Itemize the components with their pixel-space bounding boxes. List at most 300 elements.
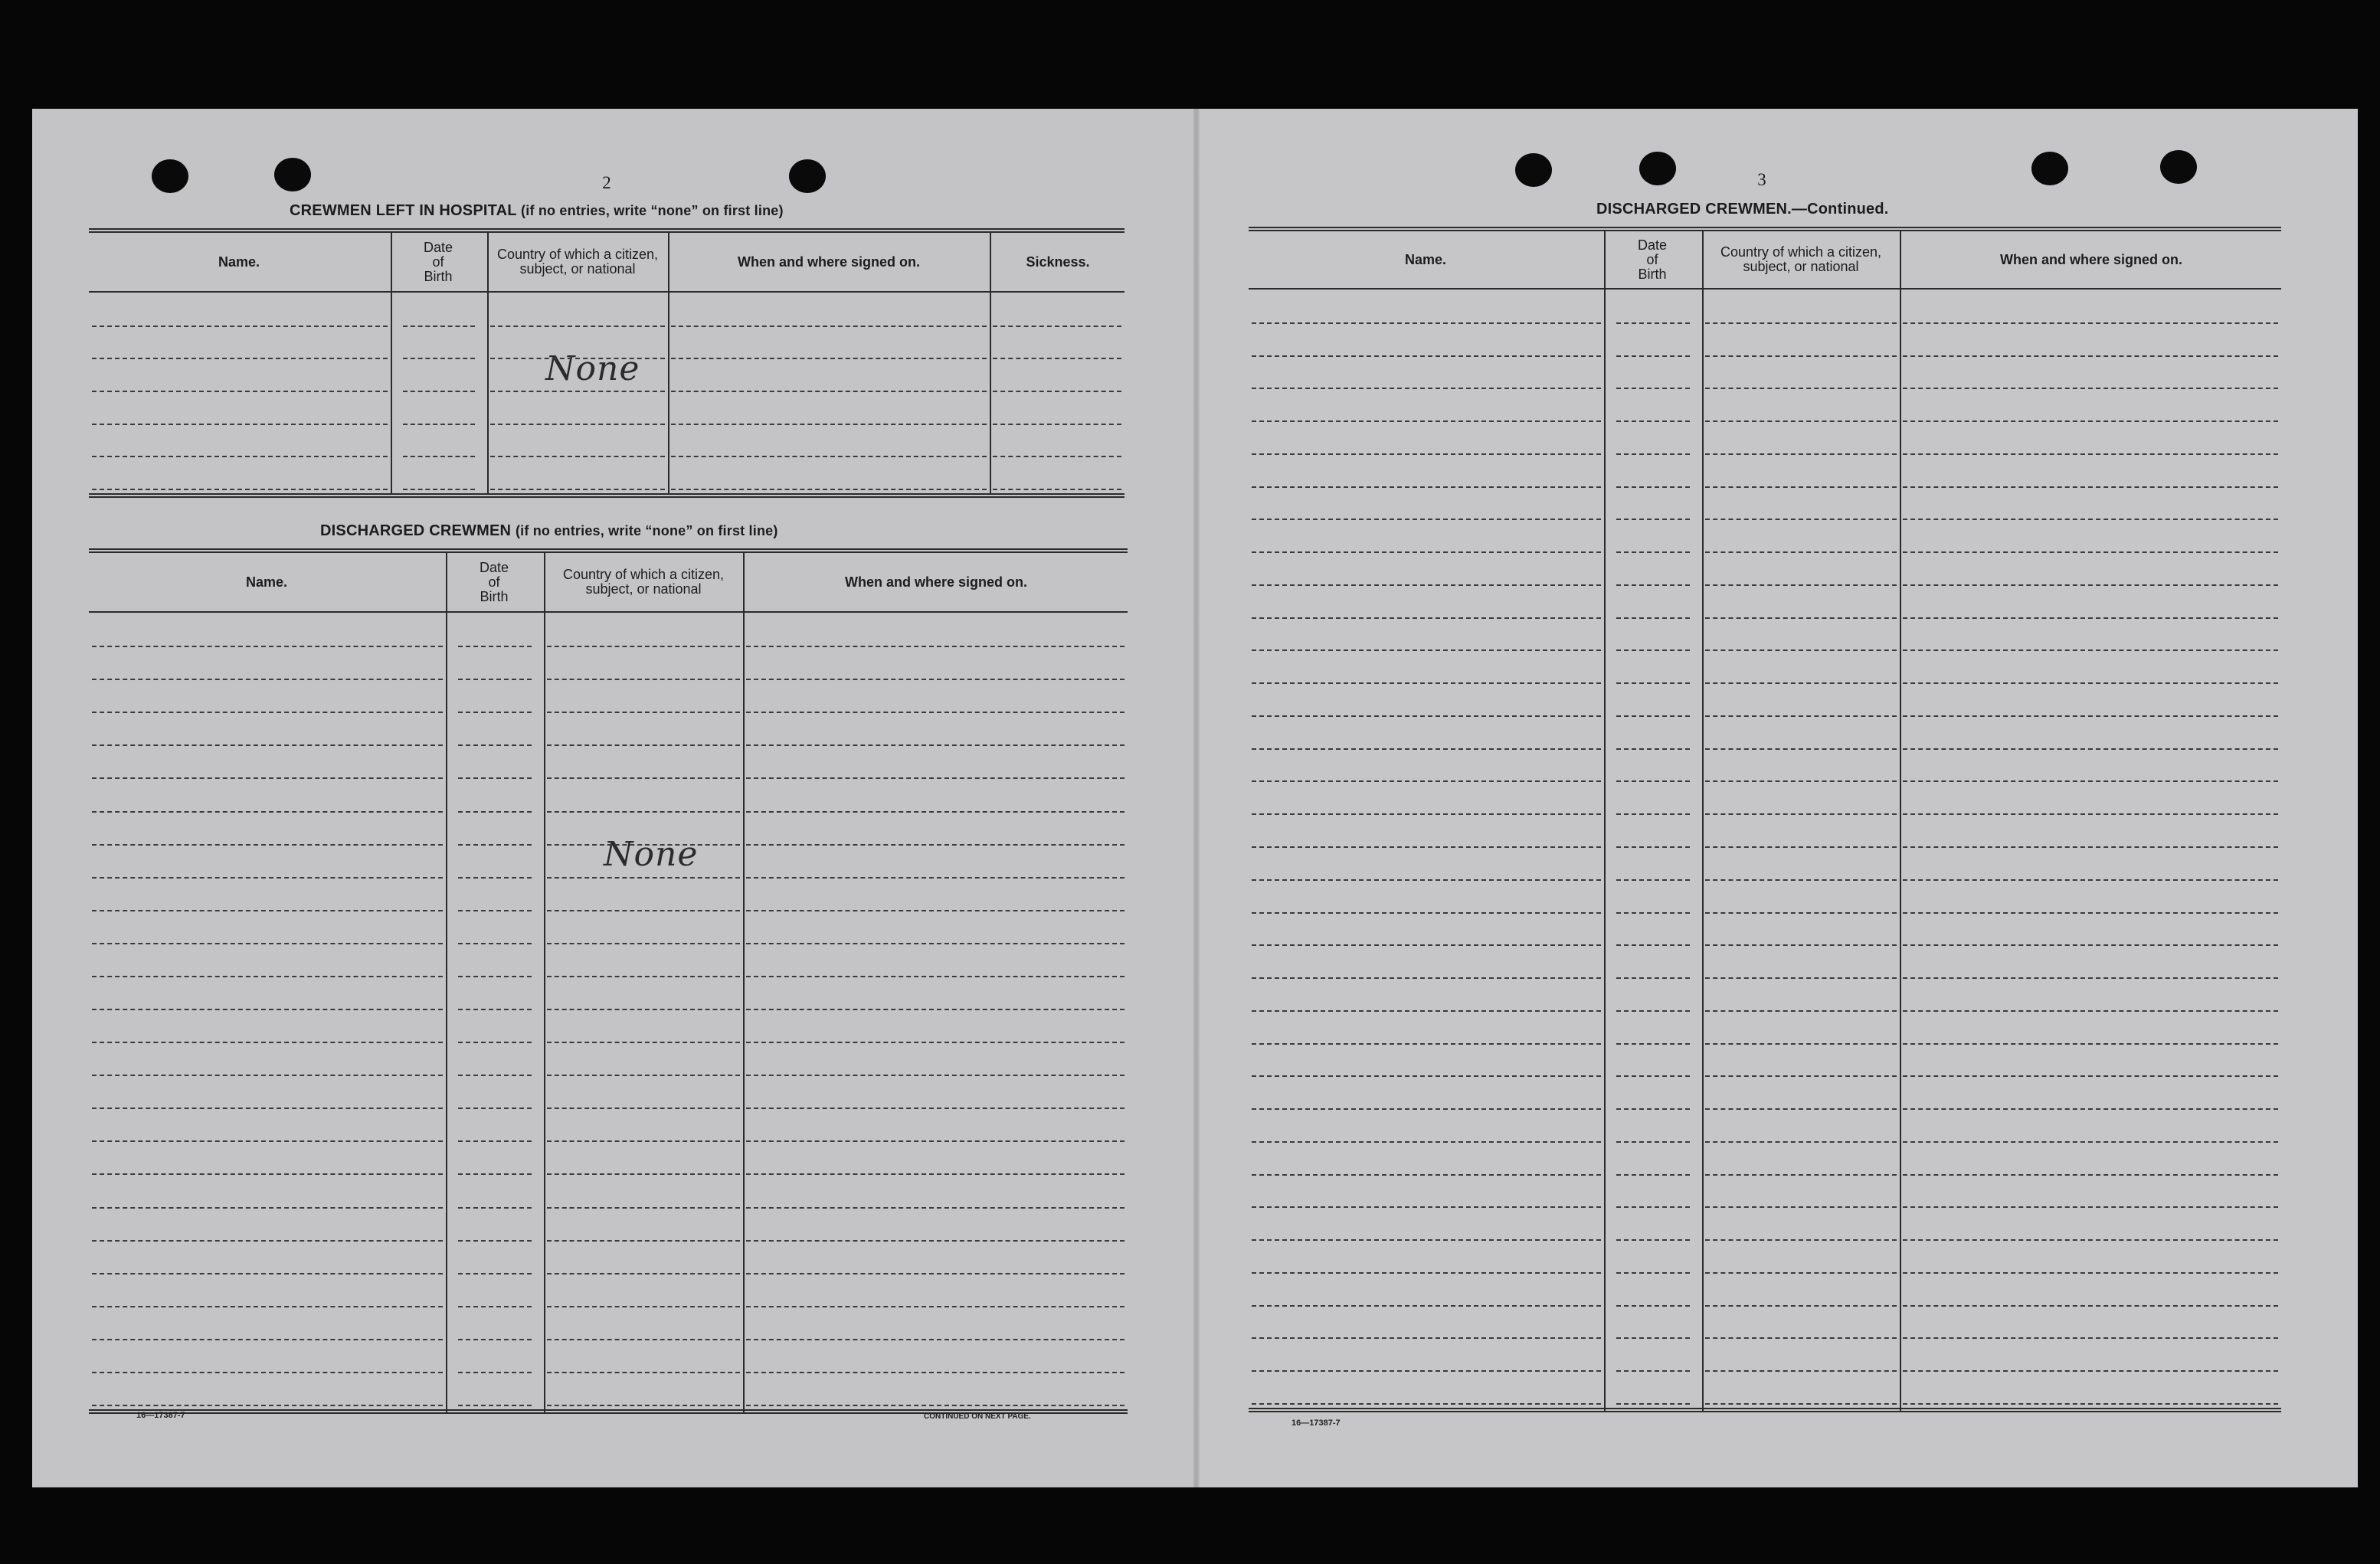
ruled-line: [547, 712, 740, 713]
ruled-line: [1252, 682, 1601, 684]
ruled-line: [92, 811, 443, 813]
ruled-line: [547, 1108, 740, 1109]
ruled-line: [1616, 1010, 1690, 1012]
ruled-line: [1616, 977, 1690, 979]
hospital-title-bold: CREWMEN LEFT IN HOSPITAL: [290, 202, 517, 219]
ruled-line: [1705, 944, 1897, 946]
ruled-line: [1903, 1174, 2278, 1176]
ruled-line: [1705, 1206, 1897, 1208]
ruled-line: [547, 646, 740, 647]
column-divider: [990, 231, 991, 495]
ruled-line: [993, 358, 1121, 359]
ruled-line: [1252, 649, 1601, 651]
punch-hole: [1515, 153, 1552, 187]
col-header-date-of-birth: Date of Birth: [479, 559, 509, 604]
ruled-line: [746, 1140, 1125, 1142]
ruled-line: [1903, 748, 2278, 750]
ruled-line: [746, 811, 1125, 813]
ruled-line: [746, 1108, 1125, 1109]
ruled-line: [1705, 1075, 1897, 1077]
ruled-line: [458, 844, 532, 846]
ruled-line: [1705, 879, 1897, 881]
ruled-line: [1616, 551, 1690, 553]
ruled-line: [1705, 322, 1897, 324]
punch-hole: [274, 158, 311, 191]
ruled-line: [458, 1405, 532, 1406]
ruled-line: [92, 1173, 443, 1175]
ruled-line: [92, 910, 443, 911]
ruled-line: [547, 811, 740, 813]
ruled-line: [547, 1306, 740, 1307]
discharged-continued-table: [1249, 227, 2281, 1414]
ruled-line: [1252, 584, 1601, 586]
punch-hole: [2160, 150, 2197, 184]
ruled-line: [1252, 1403, 1601, 1405]
ruled-line: [1616, 584, 1690, 586]
ruled-line: [1252, 322, 1601, 324]
column-divider: [446, 551, 447, 1412]
punch-hole: [1639, 152, 1676, 185]
ruled-line: [1616, 846, 1690, 848]
ruled-line: [92, 424, 388, 425]
column-divider: [668, 231, 669, 495]
ruled-line: [746, 679, 1125, 680]
ruled-line: [458, 777, 532, 779]
header-rule: [89, 611, 1128, 613]
ruled-line: [1252, 551, 1601, 553]
ruled-line: [1903, 519, 2278, 520]
ruled-line: [1616, 780, 1690, 782]
hospital-title-note: (if no entries, write “none” on first line): [521, 203, 784, 218]
ruled-line: [547, 1173, 740, 1175]
ruled-line: [746, 1009, 1125, 1010]
ruled-line: [458, 1075, 532, 1076]
column-divider: [1604, 230, 1606, 1411]
ruled-line: [1705, 420, 1897, 422]
ruled-line: [490, 358, 665, 359]
ruled-line: [92, 679, 443, 680]
ruled-line: [1252, 420, 1601, 422]
page-number-left: 2: [602, 173, 611, 192]
table-bottom-rule: [1249, 1408, 2281, 1412]
ruled-line: [1705, 1239, 1897, 1241]
punch-hole: [2031, 152, 2068, 185]
ruled-line: [671, 489, 987, 490]
ruled-line: [1705, 1141, 1897, 1143]
ruled-line: [1252, 715, 1601, 717]
column-divider: [544, 551, 545, 1412]
ruled-line: [92, 391, 388, 392]
ruled-line: [1705, 1272, 1897, 1274]
ruled-line: [746, 712, 1125, 713]
ruled-line: [490, 424, 665, 425]
ruled-line: [1252, 846, 1601, 848]
ruled-line: [1903, 617, 2278, 619]
ruled-line: [746, 777, 1125, 779]
ruled-line: [1705, 388, 1897, 389]
ruled-line: [547, 1140, 740, 1142]
ruled-line: [1252, 977, 1601, 979]
ruled-line: [458, 712, 532, 713]
ruled-line: [1705, 1108, 1897, 1110]
ruled-line: [1252, 355, 1601, 357]
ruled-line: [1903, 1305, 2278, 1307]
ruled-line: [92, 1405, 443, 1406]
ruled-line: [547, 1207, 740, 1209]
ruled-line: [458, 679, 532, 680]
ruled-line: [1252, 912, 1601, 914]
ruled-line: [1252, 780, 1601, 782]
ruled-line: [490, 456, 665, 457]
ruled-line: [92, 877, 443, 879]
ruled-line: [1616, 1141, 1690, 1143]
ruled-line: [92, 1306, 443, 1307]
ruled-line: [1616, 453, 1690, 455]
ruled-line: [746, 744, 1125, 746]
header-rule: [1249, 288, 2281, 290]
ruled-line: [1616, 355, 1690, 357]
ruled-line: [1252, 486, 1601, 488]
ruled-line: [1903, 1403, 2278, 1405]
ruled-line: [1252, 1370, 1601, 1372]
ruled-line: [458, 1273, 532, 1274]
ruled-line: [746, 844, 1125, 846]
ruled-line: [92, 1273, 443, 1274]
handwritten-none: None: [604, 835, 699, 874]
ruled-line: [1616, 944, 1690, 946]
ruled-line: [1705, 1174, 1897, 1176]
ruled-line: [1616, 879, 1690, 881]
ruled-line: [1705, 551, 1897, 553]
ruled-line: [490, 489, 665, 490]
ruled-line: [1903, 551, 2278, 553]
ruled-line: [92, 326, 388, 327]
ruled-line: [458, 1306, 532, 1307]
ruled-line: [1903, 649, 2278, 651]
ruled-line: [1903, 453, 2278, 455]
ruled-line: [92, 1140, 443, 1142]
ruled-line: [458, 1240, 532, 1242]
ruled-line: [1616, 1043, 1690, 1045]
col-header-sickness: Sickness.: [1026, 254, 1090, 270]
ruled-line: [1616, 682, 1690, 684]
column-divider: [1702, 230, 1704, 1411]
col-header-signed-on: When and where signed on.: [844, 574, 1028, 590]
ruled-line: [92, 1240, 443, 1242]
column-divider: [1900, 230, 1901, 1411]
ruled-line: [1903, 813, 2278, 815]
ruled-line: [1616, 617, 1690, 619]
ruled-line: [1252, 617, 1601, 619]
ruled-line: [1616, 1075, 1690, 1077]
ruled-line: [1705, 1305, 1897, 1307]
ruled-line: [92, 712, 443, 713]
punch-hole: [789, 159, 826, 193]
ruled-line: [1903, 1108, 2278, 1110]
ruled-line: [1903, 1141, 2278, 1143]
ruled-line: [547, 1372, 740, 1373]
ruled-line: [671, 358, 987, 359]
ruled-line: [746, 910, 1125, 911]
ruled-line: [1903, 322, 2278, 324]
ruled-line: [458, 1108, 532, 1109]
ruled-line: [92, 489, 388, 490]
hospital-table: [89, 228, 1125, 498]
ruled-line: [547, 1339, 740, 1340]
ruled-line: [1252, 1075, 1601, 1077]
ruled-line: [547, 777, 740, 779]
ruled-line: [1705, 1370, 1897, 1372]
ruled-line: [746, 1405, 1125, 1406]
ruled-line: [458, 1339, 532, 1340]
ruled-line: [1252, 1206, 1601, 1208]
ruled-line: [1705, 519, 1897, 520]
ruled-line: [92, 976, 443, 977]
ruled-line: [403, 358, 475, 359]
ruled-line: [993, 489, 1121, 490]
column-divider: [743, 551, 745, 1412]
ruled-line: [458, 976, 532, 977]
ruled-line: [92, 1108, 443, 1109]
ruled-line: [1903, 486, 2278, 488]
ruled-line: [1903, 1010, 2278, 1012]
ruled-line: [1252, 1337, 1601, 1339]
ruled-line: [458, 811, 532, 813]
ruled-line: [547, 1240, 740, 1242]
ruled-line: [746, 877, 1125, 879]
ruled-line: [746, 1306, 1125, 1307]
ruled-line: [547, 1273, 740, 1274]
ruled-line: [1705, 715, 1897, 717]
column-divider: [391, 231, 392, 495]
ruled-line: [1252, 1010, 1601, 1012]
ruled-line: [671, 456, 987, 457]
ruled-line: [1252, 1239, 1601, 1241]
ruled-line: [92, 1339, 443, 1340]
ruled-line: [403, 456, 475, 457]
ruled-line: [92, 1372, 443, 1373]
ruled-line: [1903, 1043, 2278, 1045]
ruled-line: [458, 646, 532, 647]
ruled-line: [490, 391, 665, 392]
ruled-line: [458, 943, 532, 944]
ruled-line: [993, 424, 1121, 425]
ruled-line: [1252, 453, 1601, 455]
col-header-signed-on: When and where signed on.: [737, 254, 921, 270]
right-section-title: DISCHARGED CREWMEN.—Continued.: [1596, 201, 1889, 218]
ruled-line: [993, 456, 1121, 457]
col-header-date-of-birth: Date of Birth: [423, 239, 453, 284]
col-header-country: Country of which a citizen, subject, or national: [1720, 244, 1882, 274]
ruled-line: [458, 910, 532, 911]
handwritten-none: None: [545, 349, 640, 388]
ruled-line: [92, 1009, 443, 1010]
ruled-line: [547, 744, 740, 746]
ruled-line: [1616, 649, 1690, 651]
ruled-line: [1705, 748, 1897, 750]
ruled-line: [1903, 584, 2278, 586]
ruled-line: [1903, 1239, 2278, 1241]
ruled-line: [547, 679, 740, 680]
ruled-line: [1705, 649, 1897, 651]
col-header-name: Name.: [245, 574, 288, 590]
ruled-line: [1903, 977, 2278, 979]
ruled-line: [1252, 1043, 1601, 1045]
ruled-line: [92, 844, 443, 846]
ruled-line: [1705, 780, 1897, 782]
ruled-line: [403, 489, 475, 490]
ruled-line: [547, 1009, 740, 1010]
col-header-name: Name.: [1404, 251, 1447, 267]
ruled-line: [1616, 1272, 1690, 1274]
ruled-line: [547, 844, 740, 846]
ruled-line: [547, 877, 740, 879]
ruled-line: [1616, 388, 1690, 389]
ruled-line: [490, 326, 665, 327]
ruled-line: [1903, 944, 2278, 946]
col-header-signed-on: When and where signed on.: [1999, 251, 2183, 267]
ruled-line: [547, 1042, 740, 1043]
hospital-section-title: [290, 202, 784, 220]
ruled-line: [1616, 1370, 1690, 1372]
ruled-line: [1903, 1206, 2278, 1208]
discharged-title-bold: DISCHARGED CREWMEN: [320, 522, 512, 539]
ruled-line: [993, 391, 1121, 392]
ruled-line: [547, 910, 740, 911]
ruled-line: [746, 1339, 1125, 1340]
ruled-line: [92, 1075, 443, 1076]
ruled-line: [1252, 748, 1601, 750]
ruled-line: [993, 326, 1121, 327]
form-number-right: 16—17387-7: [1291, 1418, 1341, 1428]
ruled-line: [1252, 1272, 1601, 1274]
ruled-line: [1705, 682, 1897, 684]
ruled-line: [746, 1372, 1125, 1373]
page-fold: [1193, 109, 1200, 1487]
ruled-line: [1705, 355, 1897, 357]
ruled-line: [1616, 1206, 1690, 1208]
ruled-line: [1903, 879, 2278, 881]
ruled-line: [1616, 322, 1690, 324]
ruled-line: [1252, 1305, 1601, 1307]
ruled-line: [92, 1042, 443, 1043]
ruled-line: [1616, 1239, 1690, 1241]
ruled-line: [1616, 912, 1690, 914]
ruled-line: [458, 1140, 532, 1142]
ruled-line: [746, 1240, 1125, 1242]
ruled-line: [1705, 617, 1897, 619]
col-header-country: Country of which a citizen, subject, or national: [496, 247, 659, 276]
ruled-line: [746, 1207, 1125, 1209]
ruled-line: [458, 877, 532, 879]
ruled-line: [547, 1405, 740, 1406]
ruled-line: [1705, 977, 1897, 979]
ruled-line: [1705, 1403, 1897, 1405]
ruled-line: [1903, 682, 2278, 684]
ruled-line: [746, 976, 1125, 977]
ruled-line: [746, 943, 1125, 944]
ruled-line: [1705, 584, 1897, 586]
ruled-line: [1252, 1141, 1601, 1143]
ruled-line: [547, 976, 740, 977]
ruled-line: [746, 1173, 1125, 1175]
ruled-line: [1903, 388, 2278, 389]
ruled-line: [92, 943, 443, 944]
ruled-line: [1616, 1305, 1690, 1307]
ruled-line: [1252, 813, 1601, 815]
ruled-line: [458, 744, 532, 746]
ruled-line: [403, 424, 475, 425]
col-header-country: Country of which a citizen, subject, or national: [562, 567, 725, 597]
continued-note: CONTINUED ON NEXT PAGE.: [924, 1412, 1031, 1421]
ruled-line: [1616, 1174, 1690, 1176]
ruled-line: [1903, 1370, 2278, 1372]
ruled-line: [1616, 1337, 1690, 1339]
column-divider: [487, 231, 489, 495]
ruled-line: [1705, 813, 1897, 815]
discharged-table: [89, 548, 1128, 1415]
ruled-line: [1903, 780, 2278, 782]
ruled-line: [746, 1042, 1125, 1043]
table-bottom-rule: [89, 493, 1125, 498]
punch-hole: [152, 159, 188, 193]
ruled-line: [92, 777, 443, 779]
ruled-line: [1616, 1108, 1690, 1110]
ruled-line: [1903, 912, 2278, 914]
ruled-line: [92, 744, 443, 746]
ruled-line: [1252, 388, 1601, 389]
discharged-title-note: (if no entries, write “none” on first line): [515, 523, 778, 538]
ruled-line: [403, 326, 475, 327]
ruled-line: [746, 646, 1125, 647]
ruled-line: [1705, 486, 1897, 488]
ruled-line: [1616, 715, 1690, 717]
ruled-line: [1616, 813, 1690, 815]
ruled-line: [1903, 715, 2278, 717]
ruled-line: [1616, 748, 1690, 750]
ruled-line: [1252, 944, 1601, 946]
ruled-line: [92, 358, 388, 359]
ruled-line: [1903, 1272, 2278, 1274]
ruled-line: [458, 1173, 532, 1175]
ruled-line: [92, 1207, 443, 1209]
ruled-line: [458, 1009, 532, 1010]
ruled-line: [1252, 1174, 1601, 1176]
ruled-line: [1705, 912, 1897, 914]
ruled-line: [1252, 519, 1601, 520]
ruled-line: [1252, 1108, 1601, 1110]
ruled-line: [1903, 420, 2278, 422]
ruled-line: [746, 1075, 1125, 1076]
ruled-line: [1903, 355, 2278, 357]
ruled-line: [1616, 1403, 1690, 1405]
ruled-line: [403, 391, 475, 392]
discharged-section-title: [320, 522, 778, 540]
form-number-left: 16—17387-7: [136, 1411, 185, 1420]
ruled-line: [1252, 879, 1601, 881]
ruled-line: [1903, 846, 2278, 848]
ruled-line: [1903, 1075, 2278, 1077]
ruled-line: [671, 391, 987, 392]
ruled-line: [1616, 519, 1690, 520]
ruled-line: [1705, 1010, 1897, 1012]
ruled-line: [1705, 453, 1897, 455]
header-rule: [89, 291, 1125, 293]
col-header-name: Name.: [218, 254, 260, 270]
page-number-right: 3: [1757, 170, 1766, 189]
ruled-line: [547, 1075, 740, 1076]
ruled-line: [1705, 1043, 1897, 1045]
